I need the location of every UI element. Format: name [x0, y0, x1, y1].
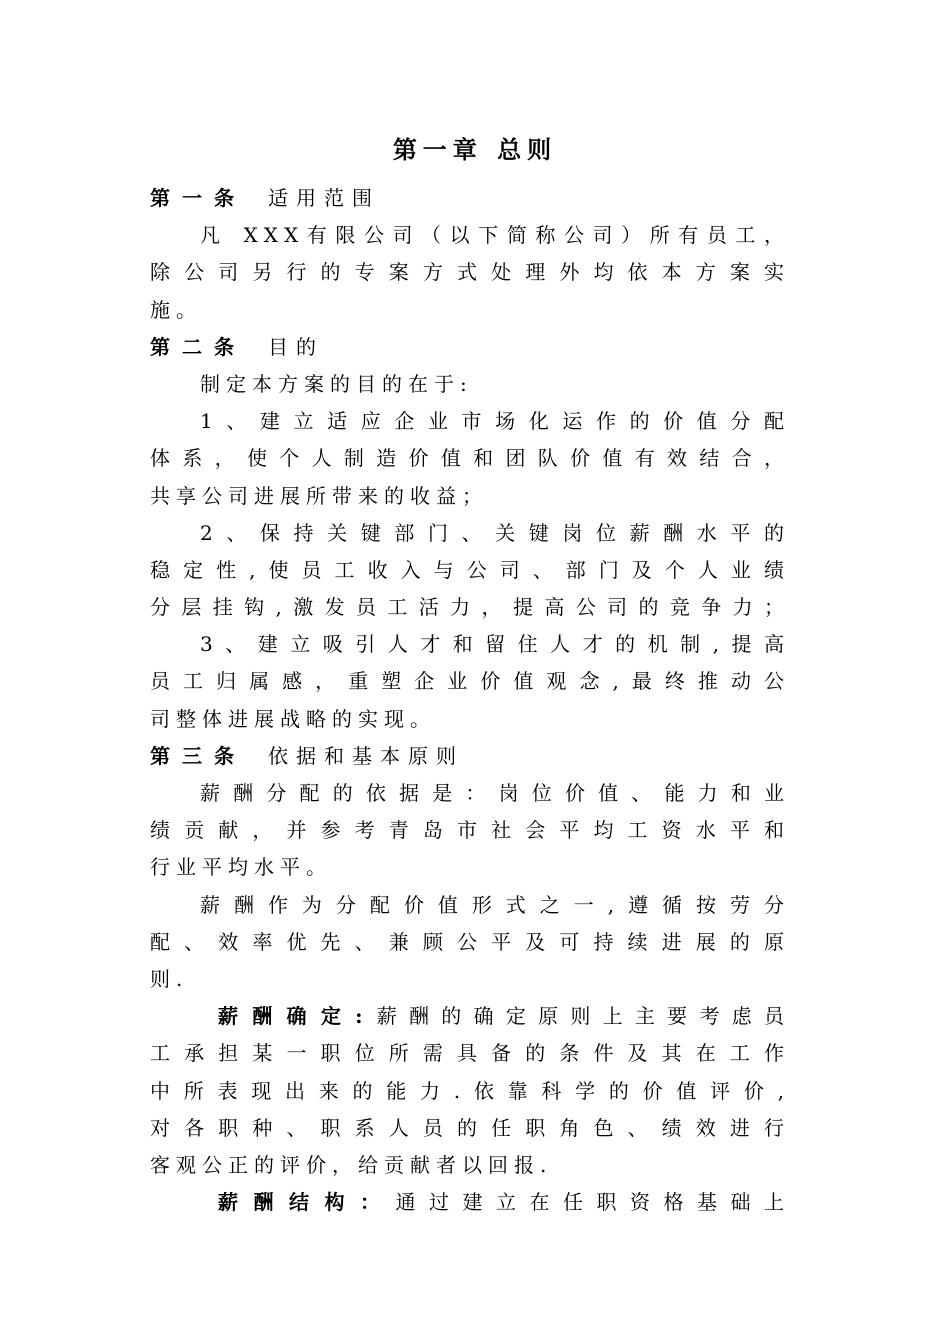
salary-structure-label: 薪酬结构： — [218, 1190, 396, 1215]
article-1-heading — [150, 180, 790, 217]
paragraph-line: 工承担某一职位所需具备的条件及其在工作 — [150, 1041, 790, 1066]
paragraph-line: 则. — [150, 966, 189, 991]
article-title: 适用范围 — [268, 186, 380, 210]
article-3-heading — [150, 738, 790, 775]
article-number: 第二条 — [150, 334, 246, 359]
document-body — [150, 180, 790, 1221]
list-item-1: 1、建立适应企业市场化运作的价值分配 — [200, 409, 790, 434]
paragraph-line: 施。 — [150, 297, 202, 322]
list-item-3: 3、建立吸引人才和留住人才的机制,提高 — [200, 632, 790, 657]
paragraph-line: 行业平均水平。 — [150, 855, 332, 880]
paragraph-line: 除公司另行的专案方式处理外均依本方案实 — [150, 260, 790, 285]
list-item-2: 2、保持关键部门、关键岗位薪酬水平的 — [200, 520, 790, 545]
paragraph-line: 稳定性,使员工收入与公司、部门及个人业绩 — [150, 557, 790, 582]
paragraph-line: 制定本方案的目的在于: — [200, 371, 473, 396]
salary-determination-label: 薪酬确定: — [218, 1004, 371, 1029]
article-title: 目的 — [268, 334, 324, 359]
paragraph-line: 客观公正的评价，给贡献者以回报. — [150, 1152, 553, 1177]
salary-determination-text: 薪酬的确定原则上主要考虑员 — [370, 1004, 790, 1029]
paragraph-line: 凡 XXX有限公司（以下简称公司）所有员工， — [200, 223, 790, 248]
paragraph-line: 对各职种、职系人员的任职角色、绩效进行 — [150, 1115, 790, 1140]
paragraph-line: 共享公司进展所带来的收益； — [150, 483, 488, 508]
salary-determination-line — [150, 998, 790, 1035]
paragraph-line: 员工归属感，重塑企业价值观念,最终推动公 — [150, 669, 790, 694]
paragraph-line: 分层挂钩,激发员工活力，提高公司的竞争力； — [150, 595, 790, 620]
article-number: 第三条 — [150, 743, 246, 768]
paragraph-line: 配、效率优先、兼顾公平及可持续进展的原 — [150, 929, 790, 954]
article-2-heading — [150, 329, 790, 366]
paragraph-line: 薪酬分配的依据是：岗位价值、能力和业 — [200, 781, 790, 805]
salary-structure-line — [150, 1184, 790, 1221]
article-number: 第一条 — [150, 186, 246, 210]
paragraph-line: 司整体进展战略的实现。 — [150, 706, 436, 731]
salary-structure-text: 通过建立在任职资格基础上 — [395, 1190, 790, 1215]
article-title: 依据和基本原则 — [268, 743, 464, 768]
paragraph-line: 薪酬作为分配价值形式之一,遵循按劳分 — [200, 892, 790, 917]
paragraph-line: 中所表现出来的能力.依靠科学的价值评价, — [150, 1078, 790, 1103]
paragraph-line: 绩贡献，并参考青岛市社会平均工资水平和 — [150, 818, 790, 843]
paragraph-line: 体系，使个人制造价值和团队价值有效结合， — [150, 446, 790, 471]
chapter-title: 第一章 总则 — [392, 135, 558, 164]
